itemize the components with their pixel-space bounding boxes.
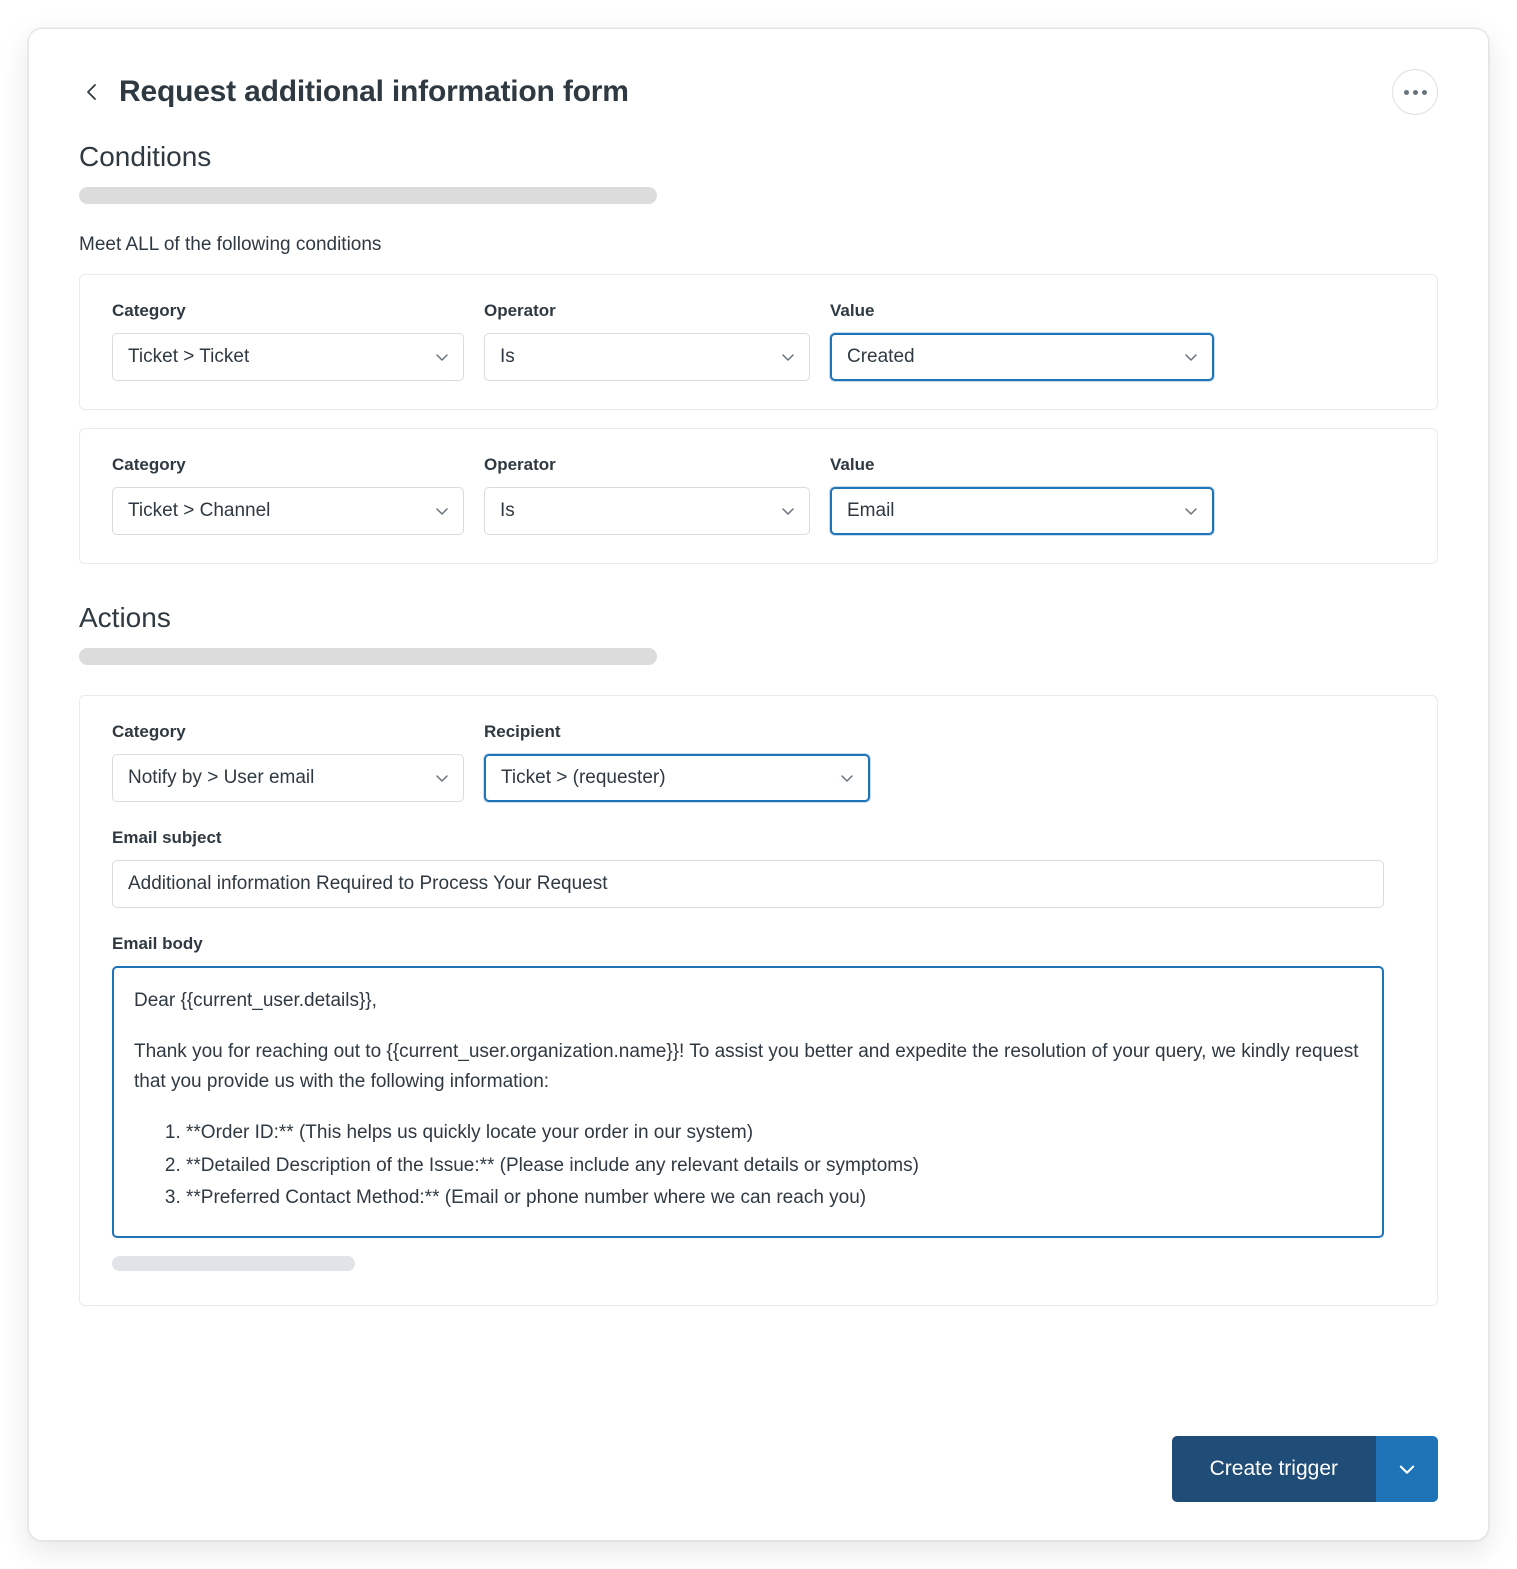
condition-value-field — [830, 301, 1214, 381]
email-body-list-item: 3. **Preferred Contact Method:** (Email or phone number where we can reach you) — [186, 1183, 1362, 1212]
action-category-label: Category — [112, 722, 186, 741]
chevron-down-icon — [1397, 1459, 1417, 1479]
condition-operator-field — [484, 301, 810, 381]
condition-fields — [112, 301, 1405, 381]
email-body-textarea[interactable] — [112, 966, 1384, 1238]
condition-value-value: Created — [847, 346, 915, 367]
action-recipient-label: Recipient — [484, 722, 561, 741]
action-card — [79, 695, 1438, 1306]
action-category-field — [112, 722, 464, 802]
action-recipient-select[interactable] — [484, 754, 870, 802]
chevron-down-icon — [1183, 349, 1199, 365]
condition-value-field — [830, 455, 1214, 535]
chevron-down-icon — [434, 503, 450, 519]
condition-value-label: Value — [830, 301, 875, 320]
email-subject-input[interactable]: Additional information Required to Process Your Request — [112, 860, 1384, 908]
kebab-menu-icon[interactable] — [1392, 69, 1438, 115]
condition-category-field — [112, 455, 464, 535]
action-category-select[interactable] — [112, 754, 464, 802]
email-subject-label: Email subject — [112, 828, 222, 847]
conditions-section-title: Conditions — [79, 141, 212, 172]
create-trigger-button[interactable]: Create trigger — [1172, 1436, 1376, 1502]
condition-value-value: Email — [847, 500, 895, 521]
actions-placeholder-bar — [79, 648, 657, 665]
email-body-list — [134, 1118, 1362, 1212]
email-body-list-item: 1. **Order ID:** (This helps us quickly locate your order in our system) — [186, 1118, 1362, 1147]
action-category-value: Notify by > User email — [128, 767, 315, 788]
chevron-down-icon — [839, 770, 855, 786]
chevron-down-icon — [434, 770, 450, 786]
email-body-placeholder-bar — [112, 1256, 355, 1271]
condition-operator-label: Operator — [484, 455, 556, 474]
action-fields — [112, 722, 1405, 802]
condition-value-select[interactable] — [830, 487, 1214, 535]
condition-category-label: Category — [112, 455, 186, 474]
kebab-dot — [1422, 90, 1427, 95]
condition-category-select[interactable] — [112, 487, 464, 535]
condition-category-value: Ticket > Channel — [128, 500, 271, 521]
modal-content — [29, 29, 1488, 1540]
chevron-left-icon[interactable] — [79, 79, 105, 105]
meet-all-conditions-label: Meet ALL of the following conditions — [79, 234, 382, 255]
condition-operator-select[interactable] — [484, 333, 810, 381]
chevron-down-icon — [1183, 503, 1199, 519]
condition-operator-field — [484, 455, 810, 535]
condition-value-select[interactable] — [830, 333, 1214, 381]
condition-fields — [112, 455, 1405, 535]
condition-row-2 — [79, 428, 1438, 564]
kebab-dot — [1413, 90, 1418, 95]
condition-category-label: Category — [112, 301, 186, 320]
email-body-list-item: 2. **Detailed Description of the Issue:** (Please include any relevant details or symptoms) — [186, 1151, 1362, 1180]
chevron-down-icon — [434, 349, 450, 365]
email-body-paragraph: Thank you for reaching out to {{current_user.organization.name}}! To assist you better and expedite the resolution of your query, we kindly request that you provide us with the following information: — [134, 1041, 1359, 1092]
condition-category-field — [112, 301, 464, 381]
condition-operator-select[interactable] — [484, 487, 810, 535]
page-title: Request additional information form — [119, 75, 629, 108]
condition-operator-value: Is — [500, 500, 515, 521]
condition-category-value: Ticket > Ticket — [128, 346, 250, 367]
condition-operator-value: Is — [500, 346, 515, 367]
action-recipient-value: Ticket > (requester) — [501, 767, 666, 788]
footer-actions — [1172, 1436, 1438, 1502]
condition-value-label: Value — [830, 455, 875, 474]
condition-row-1 — [79, 274, 1438, 410]
actions-section-title: Actions — [79, 602, 171, 633]
chevron-down-icon — [780, 503, 796, 519]
email-body-greeting: Dear {{current_user.details}}, — [134, 990, 377, 1011]
condition-operator-label: Operator — [484, 301, 556, 320]
conditions-placeholder-bar — [79, 187, 657, 204]
modal-window — [28, 28, 1489, 1541]
chevron-down-icon — [780, 349, 796, 365]
email-body-label: Email body — [112, 934, 203, 953]
create-trigger-dropdown-button[interactable] — [1376, 1436, 1438, 1502]
kebab-dot — [1404, 90, 1409, 95]
condition-category-select[interactable] — [112, 333, 464, 381]
modal-header — [79, 69, 1438, 115]
action-recipient-field — [484, 722, 870, 802]
